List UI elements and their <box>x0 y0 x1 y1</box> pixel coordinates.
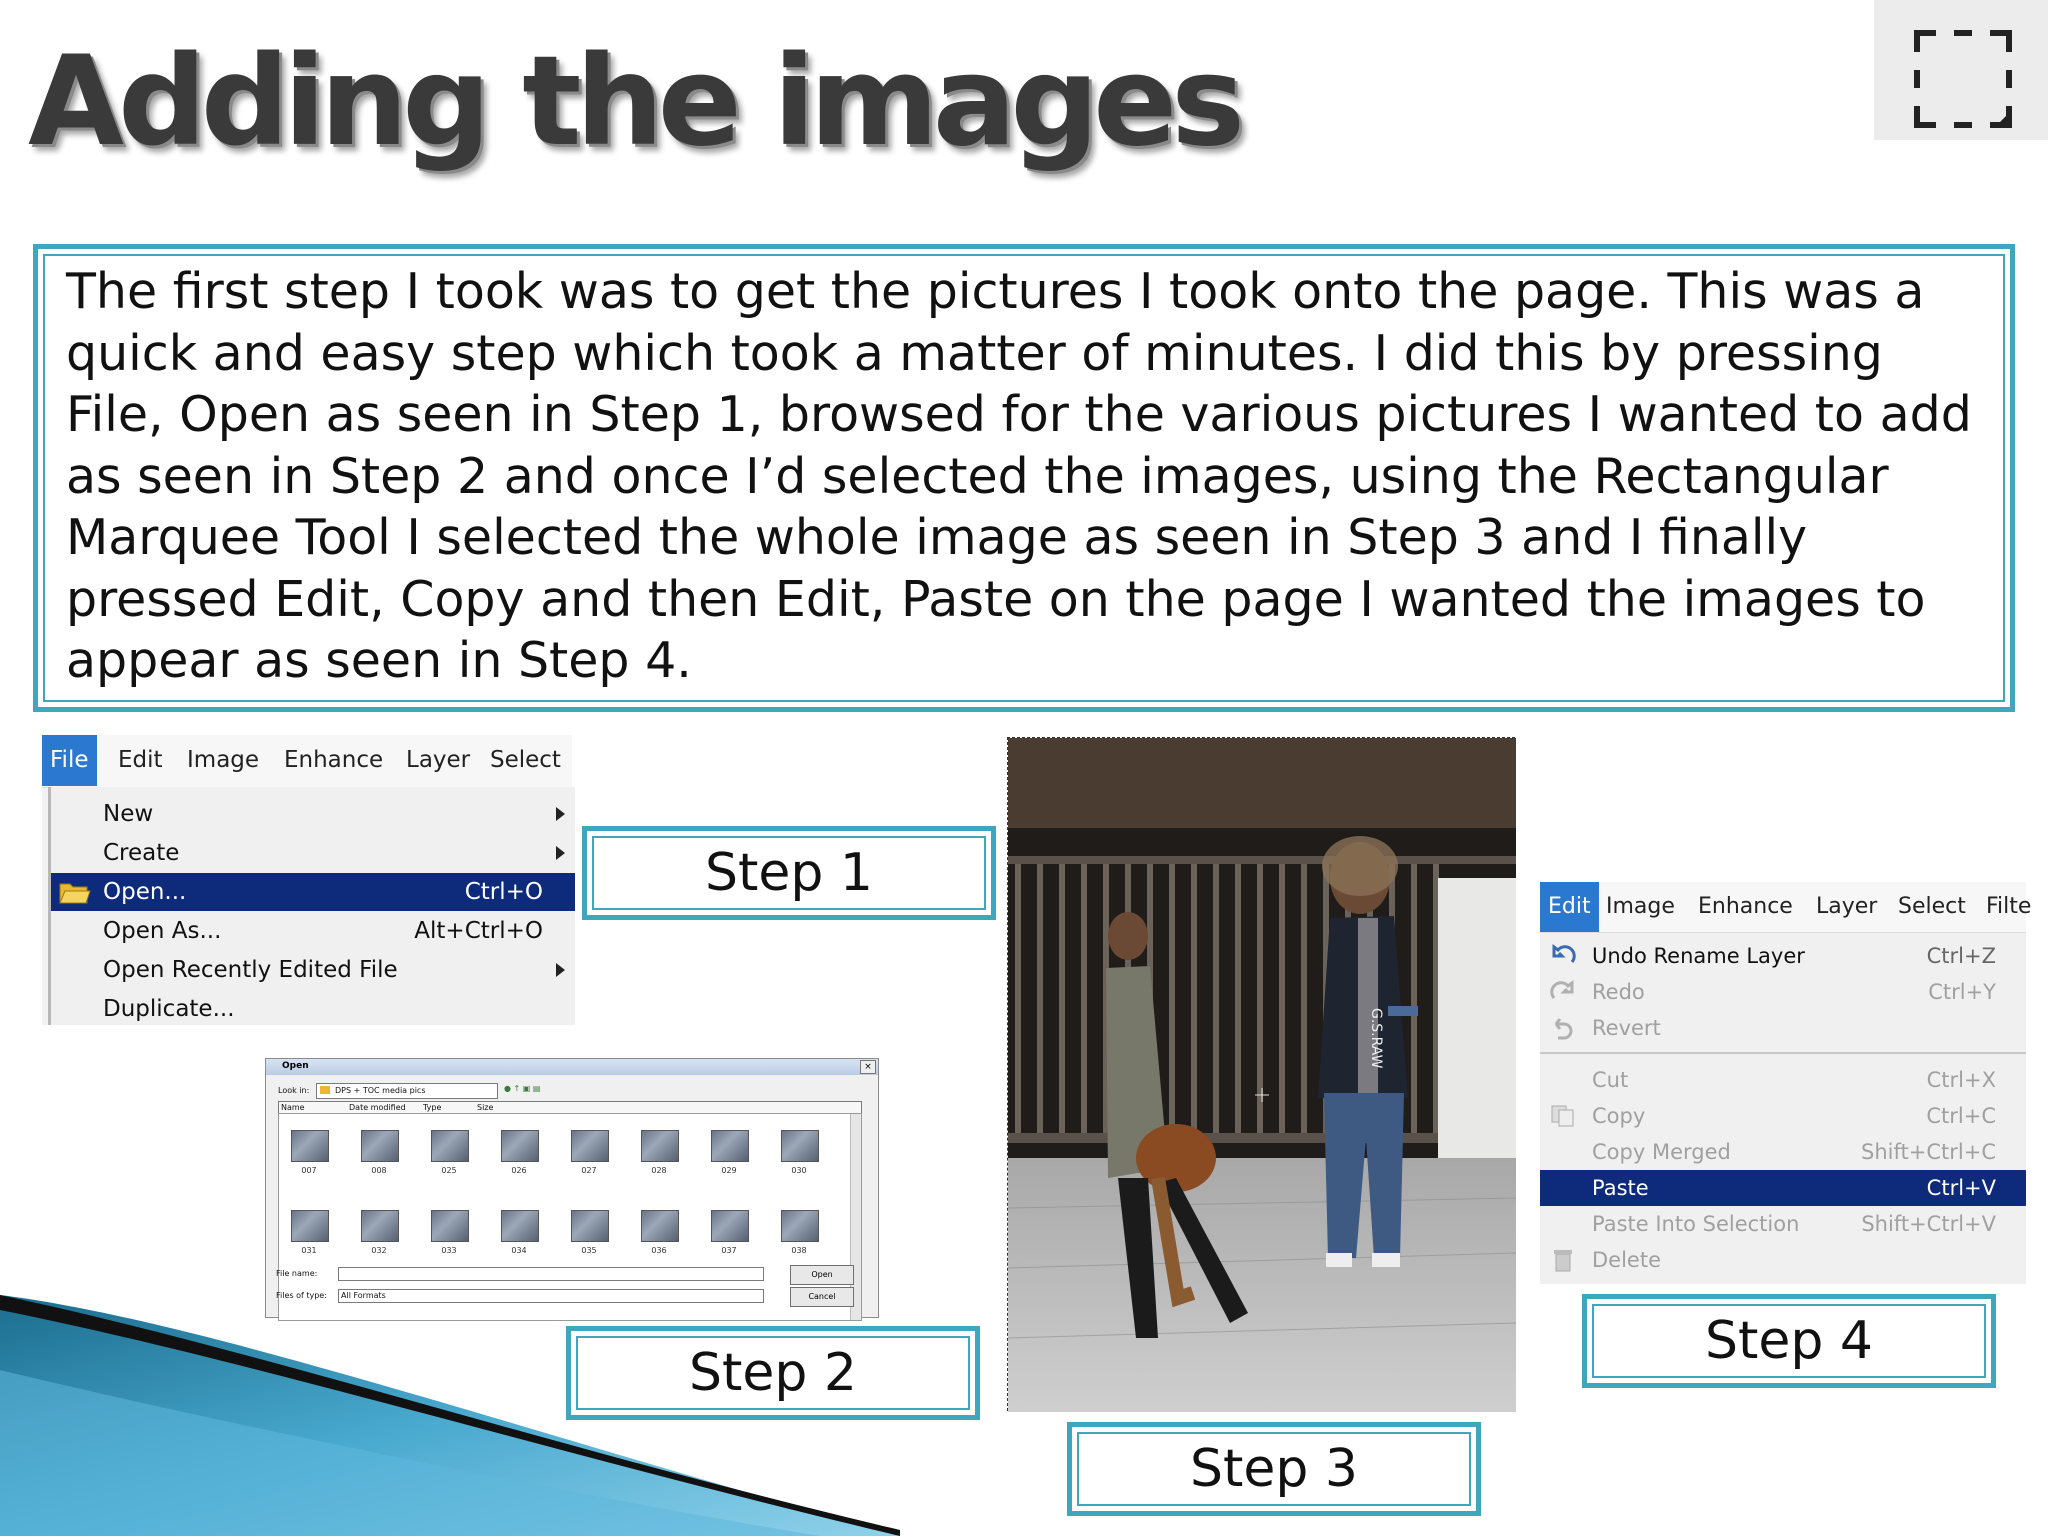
menu-enhance[interactable]: Enhance <box>1698 894 1793 919</box>
file-name-label: 034 <box>511 1246 527 1255</box>
file-thumbnail[interactable] <box>291 1130 329 1162</box>
file-name-label: 025 <box>441 1166 457 1175</box>
dialog-title-bar: Open × <box>266 1059 878 1075</box>
menu-item-delete[interactable]: Delete <box>1540 1242 2026 1278</box>
file-thumbnail[interactable] <box>431 1130 469 1162</box>
copy-icon <box>1550 1104 1576 1128</box>
file-thumbnail[interactable] <box>431 1210 469 1242</box>
menu-enhance[interactable]: Enhance <box>284 747 384 773</box>
menu-item-revert[interactable]: Revert <box>1540 1010 2026 1046</box>
menu-item-duplicate[interactable]: Duplicate... <box>103 996 235 1022</box>
menu-filter[interactable]: Filte <box>1986 894 2032 919</box>
step4-label: Step 4 <box>1582 1294 1996 1388</box>
step3-label: Step 3 <box>1067 1422 1481 1516</box>
photo-two-people-at-gate <box>1008 738 1516 1412</box>
menu-edit[interactable]: Edit <box>1540 882 1599 932</box>
file-name-label: 033 <box>441 1246 457 1255</box>
column-header-row: Name Date modified Type Size <box>278 1101 862 1114</box>
description-text: The first step I took was to get the pictures I took onto the page. This was a quick and easy step which took a matter of minutes. I did this by pressing File, Open as seen in Step 1, browsed for the various pictures I wanted to add as seen in Step 2 and once I’d selected the images, using the Rectangular Marquee Tool I selected the whole image as seen in Step 3 and I finally pressed Edit, Copy and then Edit, Paste on the page I wanted the images to appear as seen in Step 4. <box>66 263 1972 689</box>
menu-select[interactable]: Select <box>1898 894 1966 919</box>
revert-icon <box>1550 1016 1576 1040</box>
file-thumbnail[interactable] <box>571 1130 609 1162</box>
menu-item-redo[interactable]: Redo Ctrl+Y <box>1540 974 2026 1010</box>
submenu-arrow-icon <box>556 807 565 821</box>
file-thumbnail[interactable] <box>291 1210 329 1242</box>
submenu-arrow-icon <box>556 846 565 860</box>
file-thumbnail[interactable] <box>711 1210 749 1242</box>
file-name-label: 026 <box>511 1166 527 1175</box>
menu-layer[interactable]: Layer <box>1816 894 1878 919</box>
close-icon[interactable]: × <box>860 1060 876 1074</box>
step1-label: Step 1 <box>582 826 996 920</box>
file-thumbnail[interactable] <box>711 1130 749 1162</box>
file-name-label: 031 <box>301 1246 317 1255</box>
step4-edit-menu-screenshot <box>1540 882 2032 1284</box>
fullscreen-button[interactable] <box>1874 0 2048 140</box>
menu-item-paste[interactable]: Paste Ctrl+V <box>1540 1170 2026 1206</box>
file-name-label: 027 <box>581 1166 597 1175</box>
edit-menu-dropdown <box>1540 932 2026 1284</box>
scarf-text: G.S.RAW <box>1368 1008 1384 1069</box>
folder-icon <box>320 1086 330 1094</box>
file-name-input[interactable] <box>338 1267 764 1281</box>
slide-title: Adding the images <box>28 30 1240 174</box>
description-box <box>33 244 2015 712</box>
menu-image[interactable]: Image <box>187 747 260 773</box>
menu-separator <box>1540 1052 2026 1054</box>
fullscreen-icon <box>1914 30 2012 128</box>
menu-item-open-as[interactable]: Open As... Alt+Ctrl+O <box>103 918 543 944</box>
menu-select[interactable]: Select <box>490 747 561 773</box>
file-thumbnail[interactable] <box>501 1130 539 1162</box>
file-thumbnail[interactable] <box>641 1130 679 1162</box>
menu-item-new[interactable]: New <box>51 795 575 833</box>
redo-icon <box>1550 980 1576 1004</box>
file-name-label: 032 <box>371 1246 387 1255</box>
file-name-label: 008 <box>371 1166 387 1175</box>
menu-item-create[interactable]: Create <box>51 834 575 872</box>
look-in-select[interactable]: DPS + TOC media pics <box>316 1083 498 1099</box>
file-name-label: 007 <box>301 1166 317 1175</box>
menu-image[interactable]: Image <box>1606 894 1675 919</box>
menu-item-copy-merged[interactable]: Copy Merged Shift+Ctrl+C <box>1592 1140 1996 1164</box>
folder-icon <box>59 878 91 906</box>
file-thumbnail[interactable] <box>571 1210 609 1242</box>
undo-icon <box>1550 944 1576 968</box>
step2-label: Step 2 <box>566 1326 980 1420</box>
file-type-select[interactable]: All Formats <box>338 1289 764 1303</box>
menu-bar <box>42 735 572 788</box>
file-thumbnail[interactable] <box>501 1210 539 1242</box>
toolbar-nav-icons[interactable]: ● ↑ ▣ ▤ <box>504 1084 541 1093</box>
menu-edit[interactable]: Edit <box>118 747 163 773</box>
cancel-button[interactable]: Cancel <box>790 1287 854 1307</box>
file-thumbnail[interactable] <box>361 1130 399 1162</box>
file-name-label: 035 <box>581 1246 597 1255</box>
step3-marquee-selected-photo <box>1007 737 1515 1411</box>
submenu-arrow-icon <box>556 963 565 977</box>
step1-file-menu-screenshot <box>42 735 572 1025</box>
menu-item-open[interactable]: Open... Ctrl+O <box>51 873 575 911</box>
menu-file[interactable]: File <box>42 735 97 786</box>
file-menu-dropdown <box>48 787 575 1025</box>
menu-item-copy[interactable]: Copy Ctrl+C <box>1540 1098 2026 1134</box>
menu-layer[interactable]: Layer <box>406 747 471 773</box>
file-name-label: 036 <box>651 1246 667 1255</box>
menu-item-paste-into-selection[interactable]: Paste Into Selection Shift+Ctrl+V <box>1592 1212 1996 1236</box>
file-name-label: 029 <box>721 1166 737 1175</box>
menu-item-open-recent[interactable]: Open Recently Edited File <box>51 951 575 989</box>
file-thumbnail[interactable] <box>361 1210 399 1242</box>
open-button[interactable]: Open <box>790 1265 854 1285</box>
file-name-label: 028 <box>651 1166 667 1175</box>
file-thumbnail[interactable] <box>781 1210 819 1242</box>
menu-item-cut[interactable]: Cut Ctrl+X <box>1592 1068 1996 1092</box>
menu-bar <box>1540 882 2032 933</box>
trash-icon <box>1550 1248 1576 1272</box>
file-thumbnail[interactable] <box>781 1130 819 1162</box>
file-thumbnail[interactable] <box>641 1210 679 1242</box>
menu-item-undo[interactable]: Undo Rename Layer Ctrl+Z <box>1540 938 2026 974</box>
file-name-label: 038 <box>791 1246 807 1255</box>
file-name-label: 037 <box>721 1246 737 1255</box>
step2-open-dialog-screenshot: Open × Look in: DPS + TOC media pics ● ↑ ▣ ▤ Name Date modified Type Size 007 008 025 026 027 028 029 030 031 032 033 034 035 036 037 038 File name: Files of type: All Formats Open Cancel <box>265 1058 879 1318</box>
file-name-label: 030 <box>791 1166 807 1175</box>
